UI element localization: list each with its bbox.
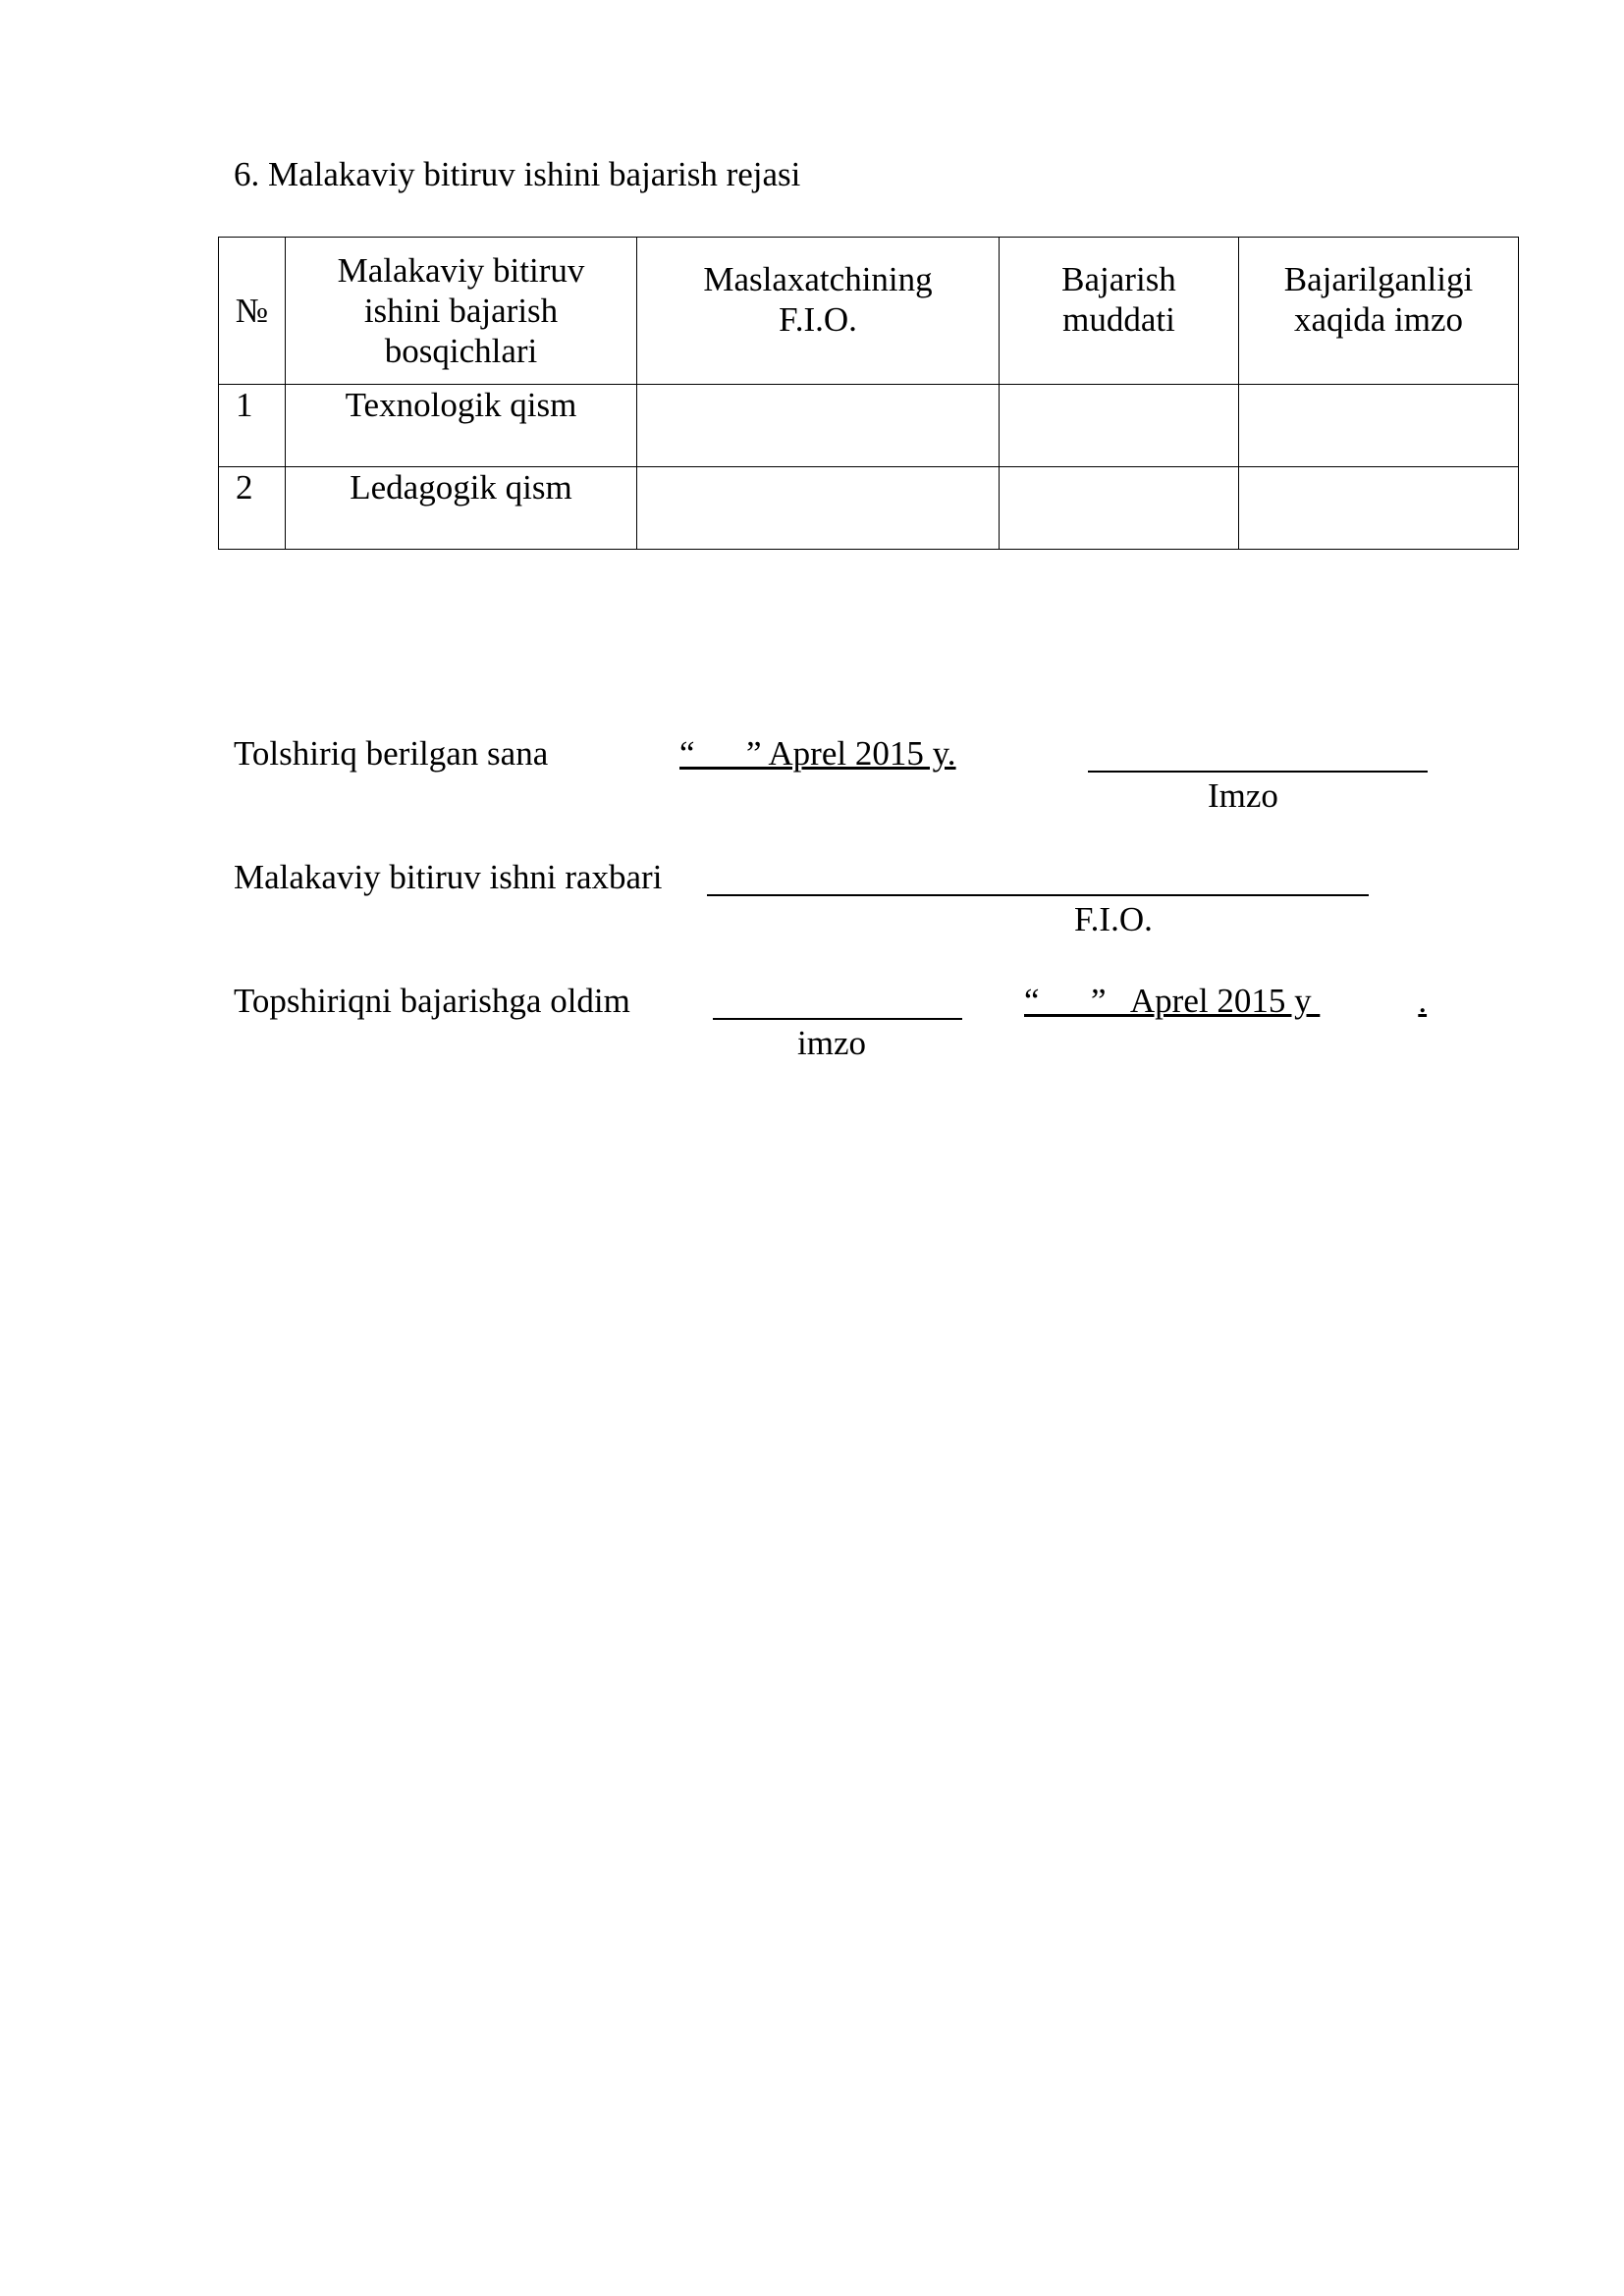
table-row xyxy=(219,385,1519,467)
row-number: 1 xyxy=(219,385,286,467)
row-consultant xyxy=(637,467,1000,550)
header-stages xyxy=(286,238,637,385)
row-stage: Texnologik qism xyxy=(286,385,637,467)
accepted-date xyxy=(1024,982,1427,1021)
row-stage: Ledagogik qism xyxy=(286,467,637,550)
supervisor-name-line xyxy=(707,894,1369,896)
supervisor-caption: F.I.O. xyxy=(1074,900,1153,938)
header-deadline-text: Bajarish muddati xyxy=(1061,260,1176,339)
task-given-signature-line xyxy=(1088,771,1428,773)
table-header-row xyxy=(219,238,1519,385)
accepted-caption: imzo xyxy=(797,1024,866,1062)
accepted-label: Topshiriqni bajarishga oldim xyxy=(234,982,630,1020)
row-deadline xyxy=(1000,467,1239,550)
header-stages-text: Malakaviy bitiruv ishini bajarish bosqichlari xyxy=(337,251,585,370)
accepted-signature-line xyxy=(713,1018,962,1020)
plan-table xyxy=(218,237,1519,550)
row-number: 2 xyxy=(219,467,286,550)
header-signature xyxy=(1239,238,1519,385)
row-deadline xyxy=(1000,385,1239,467)
task-given-label: Tolshiriq berilgan sana xyxy=(234,734,549,773)
accepted-date-tail: . xyxy=(1418,982,1428,1020)
supervisor-label: Malakaviy bitiruv ishni raxbari xyxy=(234,858,663,896)
table-row xyxy=(219,467,1519,550)
task-given-caption: Imzo xyxy=(1208,776,1278,815)
row-signature xyxy=(1239,467,1519,550)
task-given-date: “ ” Aprel 2015 y. xyxy=(679,734,956,773)
header-signature-text: Bajarilganligi xaqida imzo xyxy=(1283,260,1474,339)
section-heading: 6. Malakaviy bitiruv ishini bajarish rejasi xyxy=(234,155,801,193)
header-number: № xyxy=(219,238,286,385)
row-consultant xyxy=(637,385,1000,467)
accepted-date-text: “ ” Aprel 2015 y xyxy=(1024,982,1321,1020)
header-deadline xyxy=(1000,238,1239,385)
row-signature xyxy=(1239,385,1519,467)
header-consultant-text: Maslaxatchining F.I.O. xyxy=(703,260,933,339)
header-consultant xyxy=(637,238,1000,385)
